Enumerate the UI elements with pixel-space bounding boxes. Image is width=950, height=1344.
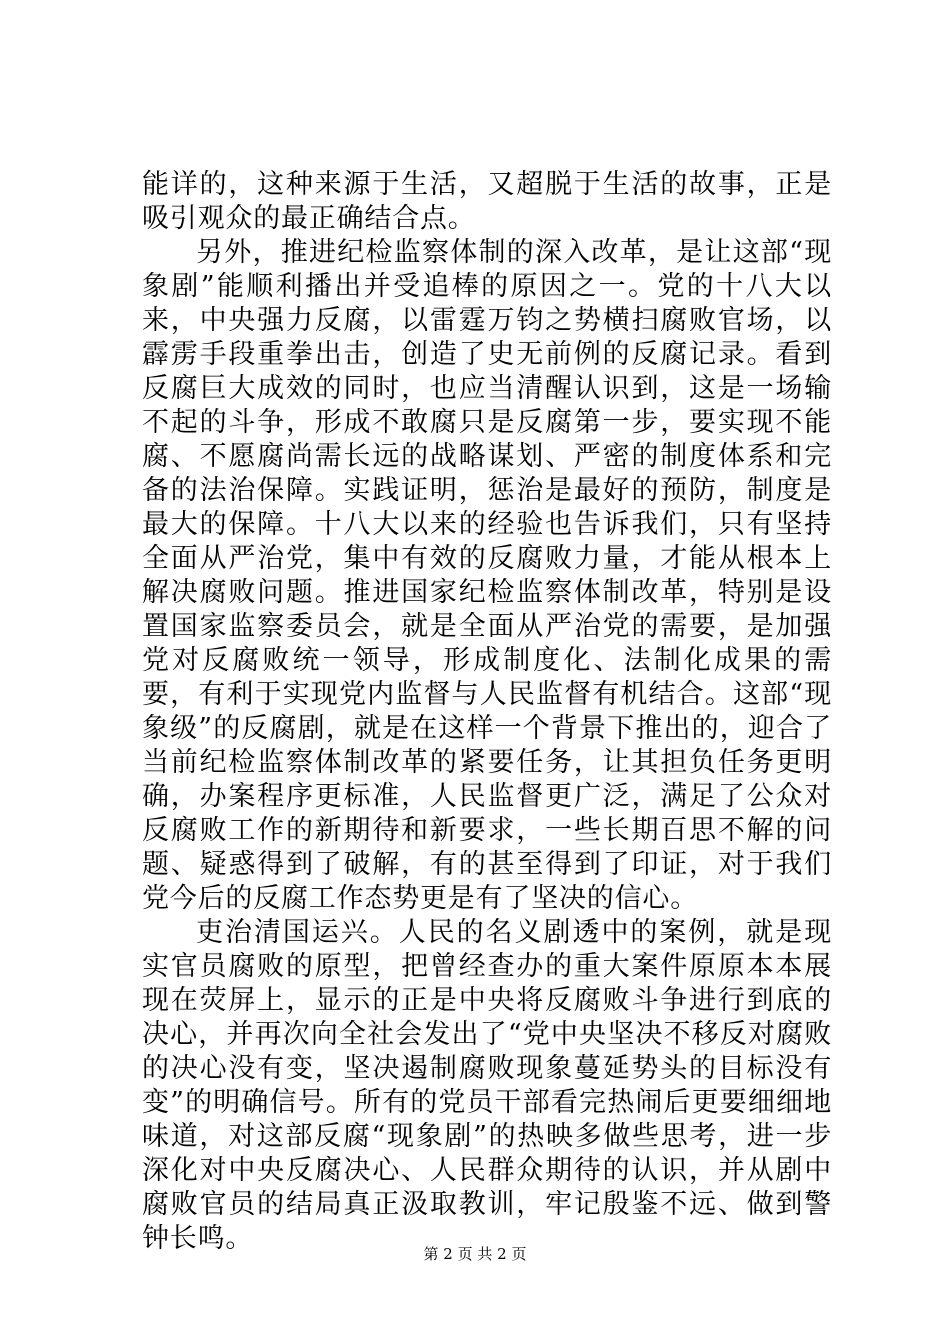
paragraph-conclusion: 吏治清国运兴。人民的名义剧透中的案例，就是现实官员腐败的原型，把曾经查办的重大案件原原本本展现在荧屏上，显示的正是中央将反腐败斗争进行到底的决心，并再次向全社会发出了“党中央坚决不移反对腐败的决心没有变，坚决遏制腐败现象蔓延势头的目标没有变”的明确信号。所有的党员干部看完热闹后更要细细地味道，对这部反腐“现象剧”的热映多做些思考，进一步深化对中央反腐决心、人民群众期待的认识，并从剧中腐败官员的结局真正汲取教训，牢记殷鉴不远、做到警钟长鸣。	[142, 917, 832, 1254]
document-body	[142, 168, 832, 1256]
page-number-footer: 第 2 页 共 2 页	[423, 1245, 527, 1263]
paragraph-continuation: 能详的，这种来源于生活，又超脱于生活的故事，正是吸引观众的最正确结合点。	[142, 169, 832, 234]
paragraph-reform: 另外，推进纪检监察体制的深入改革，是让这部“现象剧”能顺利播出并受追棒的原因之一。党的十八大以来，中央强力反腐，以雷霆万钧之势横扫腐败官场，以霹雳手段重拳出击，创造了史无前例的反腐记录。看到反腐巨大成效的同时，也应当清醒认识到，这是一场输不起的斗争，形成不敢腐只是反腐第一步，要实现不能腐、不愿腐尚需长远的战略谋划、严密的制度体系和完备的法治保障。实践证明，惩治是最好的预防，制度是最大的保障。十八大以来的经验也告诉我们，只有坚持全面从严治党，集中有效的反腐败力量，才能从根本上解决腐败问题。推进国家纪检监察体制改革，特别是设置国家监察委员会，就是全面从严治党的需要，是加强党对反腐败统一领导，形成制度化、法制化成果的需要，有利于实现党内监督与人民监督有机结合。这部“现象级”的反腐剧，就是在这样一个背景下推出的，迎合了当前纪检监察体制改革的紧要任务，让其担负任务更明确，办案程序更标准，人民监督更广泛，满足了公众对反腐败工作的新期待和新要求，一些长期百思不解的问题、疑惑得到了破解，有的甚至得到了印证，对于我们党今后的反腐工作态势更是有了坚决的信心。	[142, 237, 832, 914]
